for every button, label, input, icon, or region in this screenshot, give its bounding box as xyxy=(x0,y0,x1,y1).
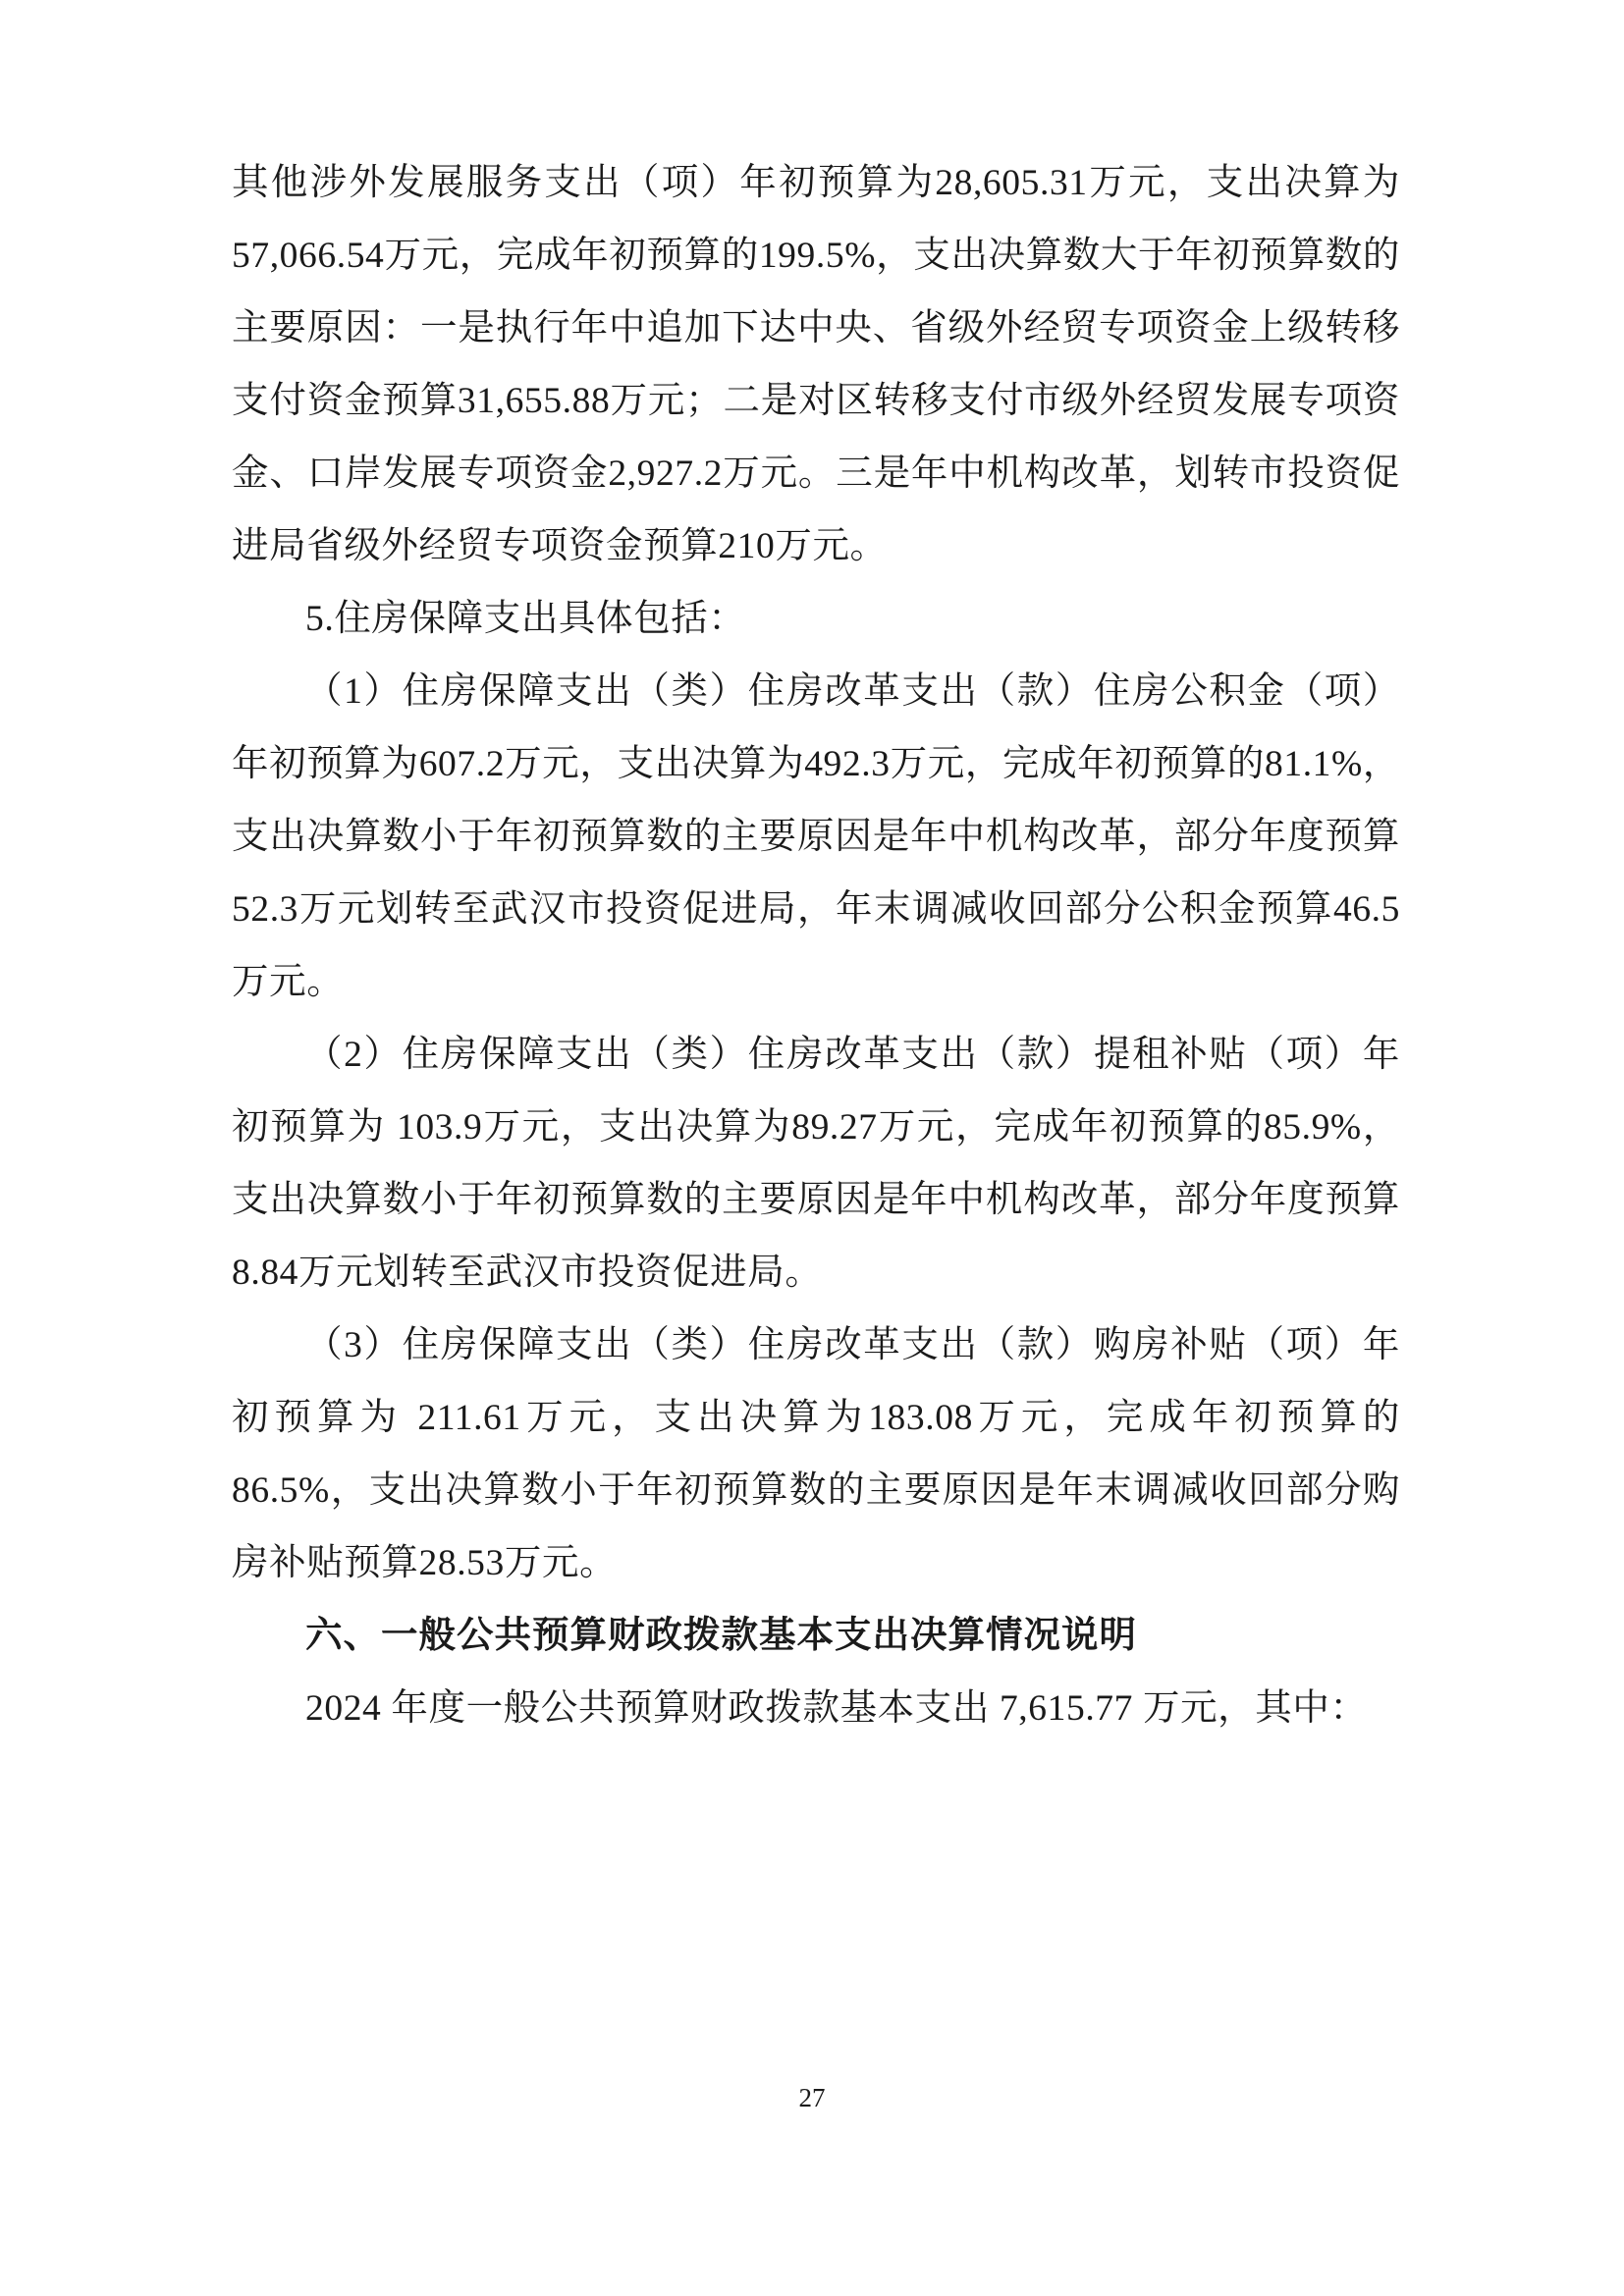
paragraph-rent-subsidy: （2）住房保障支出（类）住房改革支出（款）提租补贴（项）年初预算为 103.9万元，支出决算为89.27万元，完成年初预算的85.9%，支出决算数小于年初预算数的主要原因是年中机构改革，部分年度预算8.84万元划转至武汉市投资促进局。 xyxy=(232,1035,1400,1293)
paragraph-other-foreign-dev-service: 其他涉外发展服务支出（项）年初预算为28,605.31万元，支出决算为57,066.54万元，完成年初预算的199.5%，支出决算数大于年初预算数的主要原因：一是执行年中追加下达中央、省级外经贸专项资金上级转移支付资金预算31,655.88万元；二是对区转移支付市级外经贸发展专项资金、口岸发展专项资金2,927.2万元。三是年中机构改革，划转市投资促进局省级外经贸专项资金预算210万元。 xyxy=(232,163,1400,566)
paragraph-purchase-subsidy: （3）住房保障支出（类）住房改革支出（款）购房补贴（项）年初预算为 211.61万元，支出决算为183.08万元，完成年初预算的86.5%，支出决算数小于年初预算数的主要原因是年末调减收回部分购房补贴预算28.53万元。 xyxy=(232,1325,1400,1583)
paragraph-item-5-housing: 5.住房保障支出具体包括： xyxy=(305,599,746,639)
paragraph-housing-fund: （1）住房保障支出（类）住房改革支出（款）住房公积金（项）年初预算为607.2万元，支出决算为492.3万元，完成年初预算的81.1%，支出决算数小于年初预算数的主要原因是年中机构改革，部分年度预算52.3万元划转至武汉市投资促进局，年末调减收回部分公积金预算46.5万元。 xyxy=(232,671,1400,1002)
page-body xyxy=(232,147,1400,1745)
section-heading-six: 六、一般公共预算财政拨款基本支出决算情况说明 xyxy=(305,1616,1137,1656)
page-number: 27 xyxy=(798,2083,826,2112)
paragraph-basic-expenditure-2024: 2024 年度一般公共预算财政拨款基本支出 7,615.77 万元，其中： xyxy=(305,1688,1368,1729)
